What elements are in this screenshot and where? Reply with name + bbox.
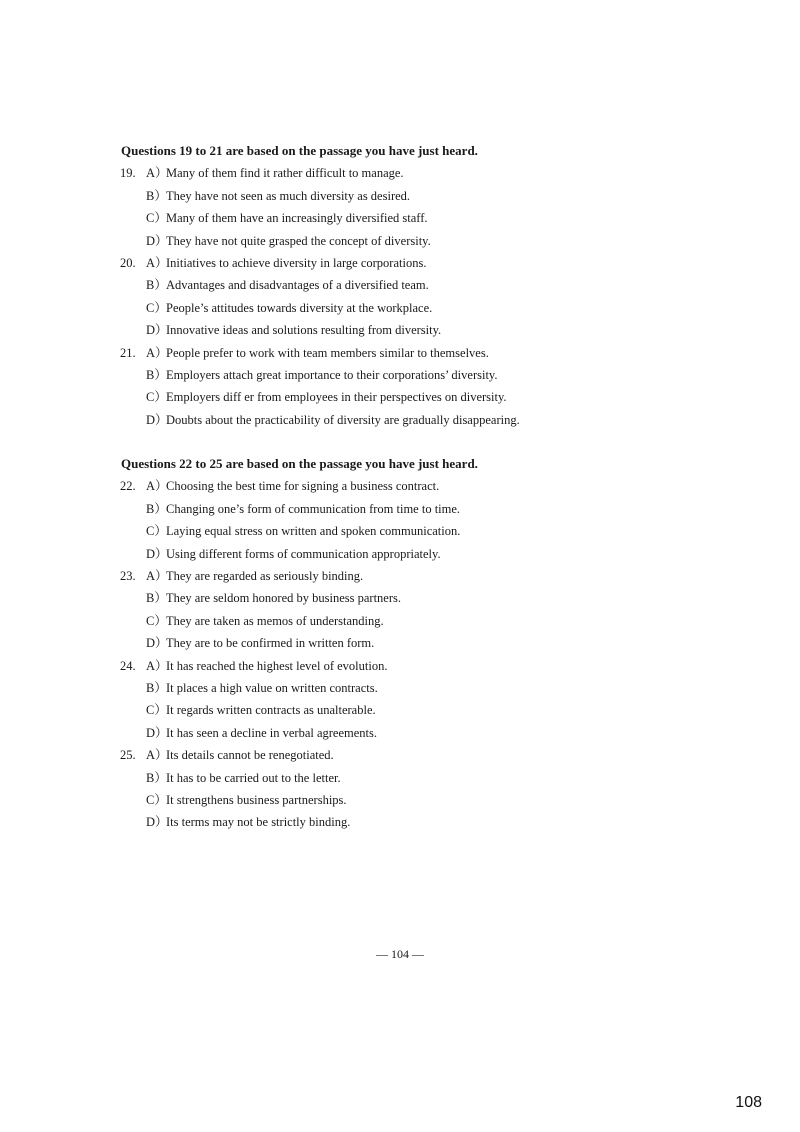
option-letter: A） [146,748,168,763]
option-row [0,163,800,185]
option-row [0,723,800,745]
option-letter: A） [146,479,168,494]
option-text: Its details cannot be renegotiated. [166,748,334,763]
option-text: It places a high value on written contracts. [166,681,378,695]
option-text: Using different forms of communication appropriately. [166,546,441,561]
option-row [0,298,800,320]
option-letter: A） [146,569,168,583]
option-row [0,588,800,610]
option-text: They are regarded as seriously binding. [166,569,364,583]
option-row [0,768,800,790]
option-text: It regards written contracts as unalterable. [166,703,376,718]
option-text: Its terms may not be strictly binding. [166,815,351,830]
option-letter: C） [146,300,167,315]
option-row [0,320,800,342]
page-number: 108 [735,1094,762,1111]
option-row [0,678,800,700]
option-text: Initiatives to achieve diversity in large corporations. [166,256,427,270]
option-letter: D） [146,725,168,740]
option-text: People’s attitudes towards diversity at the workplace. [166,300,433,315]
option-row [0,544,800,566]
option-text: Laying equal stress on written and spoken communication. [166,524,461,539]
option-row [0,521,800,543]
question-number: 25. [120,748,136,763]
option-letter: B） [146,770,167,785]
option-letter: D） [146,636,168,651]
option-text: They are seldom honored by business partners. [166,591,402,606]
option-text: It strengthens business partnerships. [166,793,347,807]
section-heading: Questions 19 to 21 are based on the passage you have just heard. [121,143,478,158]
option-letter: C） [146,793,167,807]
option-row [0,476,800,498]
question-number: 21. [120,345,136,360]
question-number: 20. [120,256,136,270]
option-row [0,656,800,678]
option-row [0,343,800,365]
option-row [0,410,800,432]
option-text: They are taken as memos of understanding. [166,613,384,628]
question-number: 22. [120,479,136,494]
option-text: Employers attach great importance to their corporations’ diversity. [166,368,498,382]
option-letter: C） [146,211,167,226]
option-letter: C） [146,703,167,718]
option-row [0,633,800,655]
option-letter: A） [146,658,168,673]
option-row [0,208,800,230]
option-text: Changing one’s form of communication from time to time. [166,501,461,516]
option-row [0,499,800,521]
option-letter: D） [146,233,168,248]
option-letter: B） [146,681,167,695]
option-text: It has reached the highest level of evolution. [166,658,388,673]
option-row [0,745,800,767]
option-letter: B） [146,501,167,516]
option-letter: A） [146,166,168,181]
option-row [0,611,800,633]
option-row [0,253,800,275]
option-text: Many of them have an increasingly diversified staff. [166,211,428,226]
option-text: Choosing the best time for signing a business contract. [166,479,440,494]
question-number: 19. [120,166,136,181]
option-row [0,387,800,409]
question-number: 23. [120,569,136,583]
option-text: Many of them find it rather difficult to manage. [166,166,404,181]
option-letter: B） [146,368,167,382]
option-row [0,812,800,834]
option-letter: B） [146,591,167,606]
option-row [0,275,800,297]
question-number: 24. [120,658,136,673]
option-letter: D） [146,546,168,561]
option-letter: C） [146,613,167,628]
option-letter: C） [146,390,167,405]
option-text: They have not seen as much diversity as desired. [166,188,411,203]
option-text: They are to be confirmed in written form. [166,636,375,651]
option-text: It has to be carried out to the letter. [166,770,341,785]
option-text: They have not quite grasped the concept of diversity. [166,233,431,248]
printed-folio: — 104 — [376,947,424,961]
option-text: People prefer to work with team members similar to themselves. [166,345,489,360]
option-letter: D） [146,815,168,830]
option-row [0,700,800,722]
option-text: Innovative ideas and solutions resulting from diversity. [166,323,442,338]
option-letter: B） [146,278,167,293]
option-letter: C） [146,524,167,539]
option-letter: D） [146,412,168,427]
section-heading: Questions 22 to 25 are based on the passage you have just heard. [121,456,478,471]
option-row [0,365,800,387]
option-letter: B） [146,188,167,203]
option-letter: A） [146,256,168,270]
option-text: Doubts about the practicability of diversity are gradually disappearing. [166,412,520,427]
option-row [0,566,800,588]
option-letter: D） [146,323,168,338]
option-text: Employers diff er from employees in their perspectives on diversity. [166,390,507,405]
option-text: Advantages and disadvantages of a diversified team. [166,278,429,293]
option-row [0,790,800,812]
option-row [0,231,800,253]
option-letter: A） [146,345,168,360]
option-row [0,186,800,208]
option-text: It has seen a decline in verbal agreements. [166,725,378,740]
